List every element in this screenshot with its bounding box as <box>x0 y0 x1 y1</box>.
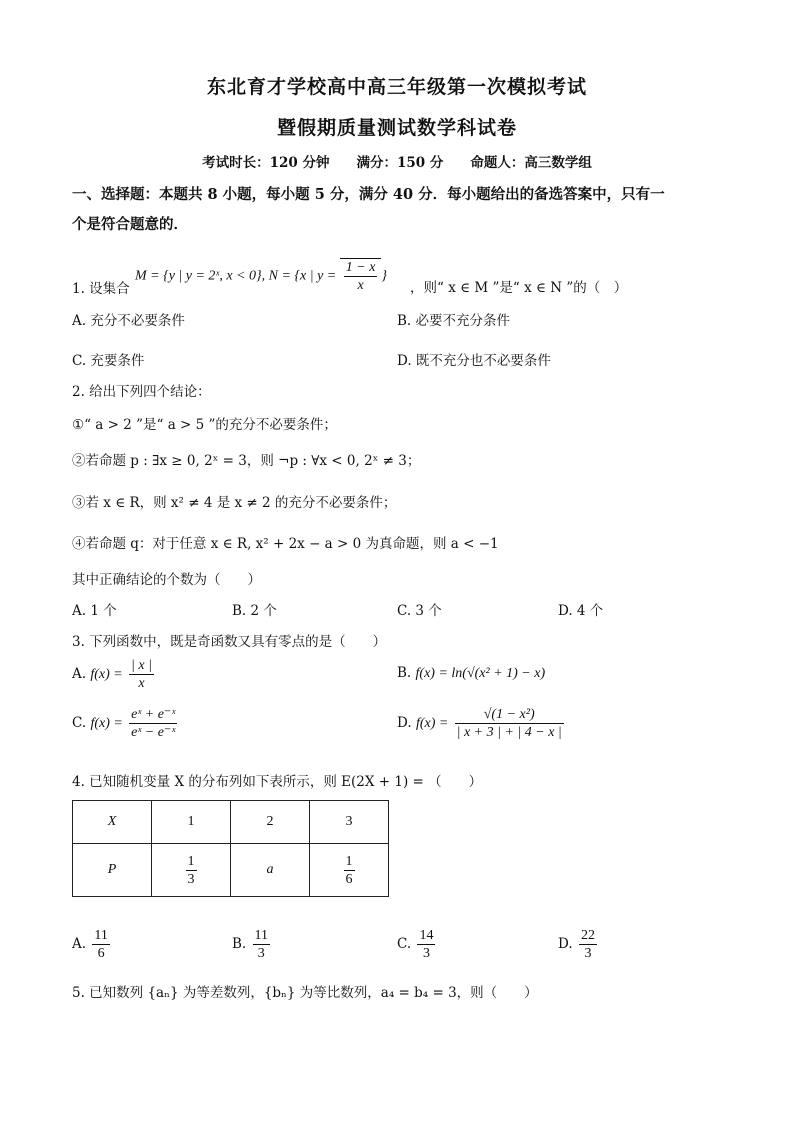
q2-statement-1: ①“ a > 2 ”是“ a > 5 ”的充分不必要条件； <box>72 417 337 433</box>
distribution-table <box>72 800 389 897</box>
q5-stem: 5. 已知数列 {aₙ} 为等差数列，{bₙ} 为等比数列，a₄ = b₄ = 3，则（ ） <box>72 985 538 1001</box>
q1-set-formula: M = {y | y = 2ˣ, x < 0}, N = {x | y = $\frac{1 - x}{x}$ } <box>135 260 388 293</box>
q1-option-c: C. 充要条件 <box>72 353 145 369</box>
q2-statement-4: ④若命题 q：对于任意 x ∈ R, x² + 2x − a > 0 为真命题，则 a < −1 <box>72 536 499 552</box>
table-cell: $\frac{1}{3}$ <box>152 844 231 897</box>
q2-option-b: B. 2 个 <box>232 603 277 619</box>
q2-stem: 2. 给出下列四个结论： <box>72 384 211 400</box>
q2-option-d: D. 4 个 <box>558 603 604 619</box>
q1-option-d: D. 既不充分也不必要条件 <box>397 353 551 369</box>
table-cell: 2 <box>231 801 310 844</box>
exam-title-line1: 东北育才学校高中高三年级第一次模拟考试 <box>206 76 587 98</box>
table-cell: 3 <box>310 801 389 844</box>
q2-option-a: A. 1 个 <box>72 603 117 619</box>
q3-option-b: B. f(x) = ln(√(x² + 1) − x) <box>397 665 546 681</box>
q3-option-c: C. f(x) = $\frac{\text{eˣ + e⁻ˣ}}{\text{eˣ − e⁻ˣ}}$ <box>72 707 176 740</box>
q1-sqrt: $\frac{1 - x}{x}$ <box>340 258 382 294</box>
table-cell: $\frac{1}{6}$ <box>310 844 389 897</box>
q1-option-a: A. 充分不必要条件 <box>72 313 185 329</box>
q1-option-b: B. 必要不充分条件 <box>397 313 511 329</box>
q2-statement-3: ③若 x ∈ R，则 x² ≠ 4 是 x ≠ 2 的充分不必要条件； <box>72 495 397 511</box>
q2-question: 其中正确结论的个数为（ ） <box>72 572 261 588</box>
table-row <box>73 801 389 844</box>
q4-stem: 4. 已知随机变量 X 的分布列如下表所示，则 E(2X + 1) = （ ） <box>72 774 483 790</box>
section-heading-line2: 个是符合题意的． <box>72 216 188 233</box>
q2-option-c: C. 3 个 <box>397 603 442 619</box>
table-cell: X <box>73 801 152 844</box>
q3-option-d: D. f(x) = $\frac{\text{√(1 − x²)}}{| x + 3 | + | 4 - x |}$ <box>397 707 562 740</box>
q4-option-b: B. $\frac{11}{3}$ <box>232 928 268 961</box>
q4-option-c: C. $\frac{14}{3}$ <box>397 928 434 961</box>
q3-stem: 3. 下列函数中，既是奇函数又具有零点的是（ ） <box>72 634 387 650</box>
exam-info: 考试时长：120 分钟 满分：150 分 命题人：高三数学组 <box>202 155 592 171</box>
q4-option-a: A. $\frac{11}{6}$ <box>72 928 108 961</box>
q1-stem-suffix: ，则“ x ∈ M ”是“ x ∈ N ”的（ ） <box>410 280 628 296</box>
table-cell: P <box>73 844 152 897</box>
q3-option-a: A. f(x) = $\frac{| x |}{x}$ <box>72 658 152 691</box>
exam-title-line2: 暨假期质量测试数学科试卷 <box>276 117 517 139</box>
section-heading-line1: 一、选择题：本题共 8 小题，每小题 5 分，满分 40 分．每小题给出的备选答案中，只有一 <box>72 186 665 203</box>
table-row <box>73 844 389 897</box>
q2-statement-2: ②若命题 p : ∃x ≥ 0, 2ˣ = 3，则 ¬p : ∀x < 0, 2ˣ ≠ 3； <box>72 453 421 469</box>
q4-option-d: D. $\frac{22}{3}$ <box>558 928 595 961</box>
table-cell: a <box>231 844 310 897</box>
q1-stem-prefix: 1. 设集合 <box>72 281 130 297</box>
table-cell: 1 <box>152 801 231 844</box>
